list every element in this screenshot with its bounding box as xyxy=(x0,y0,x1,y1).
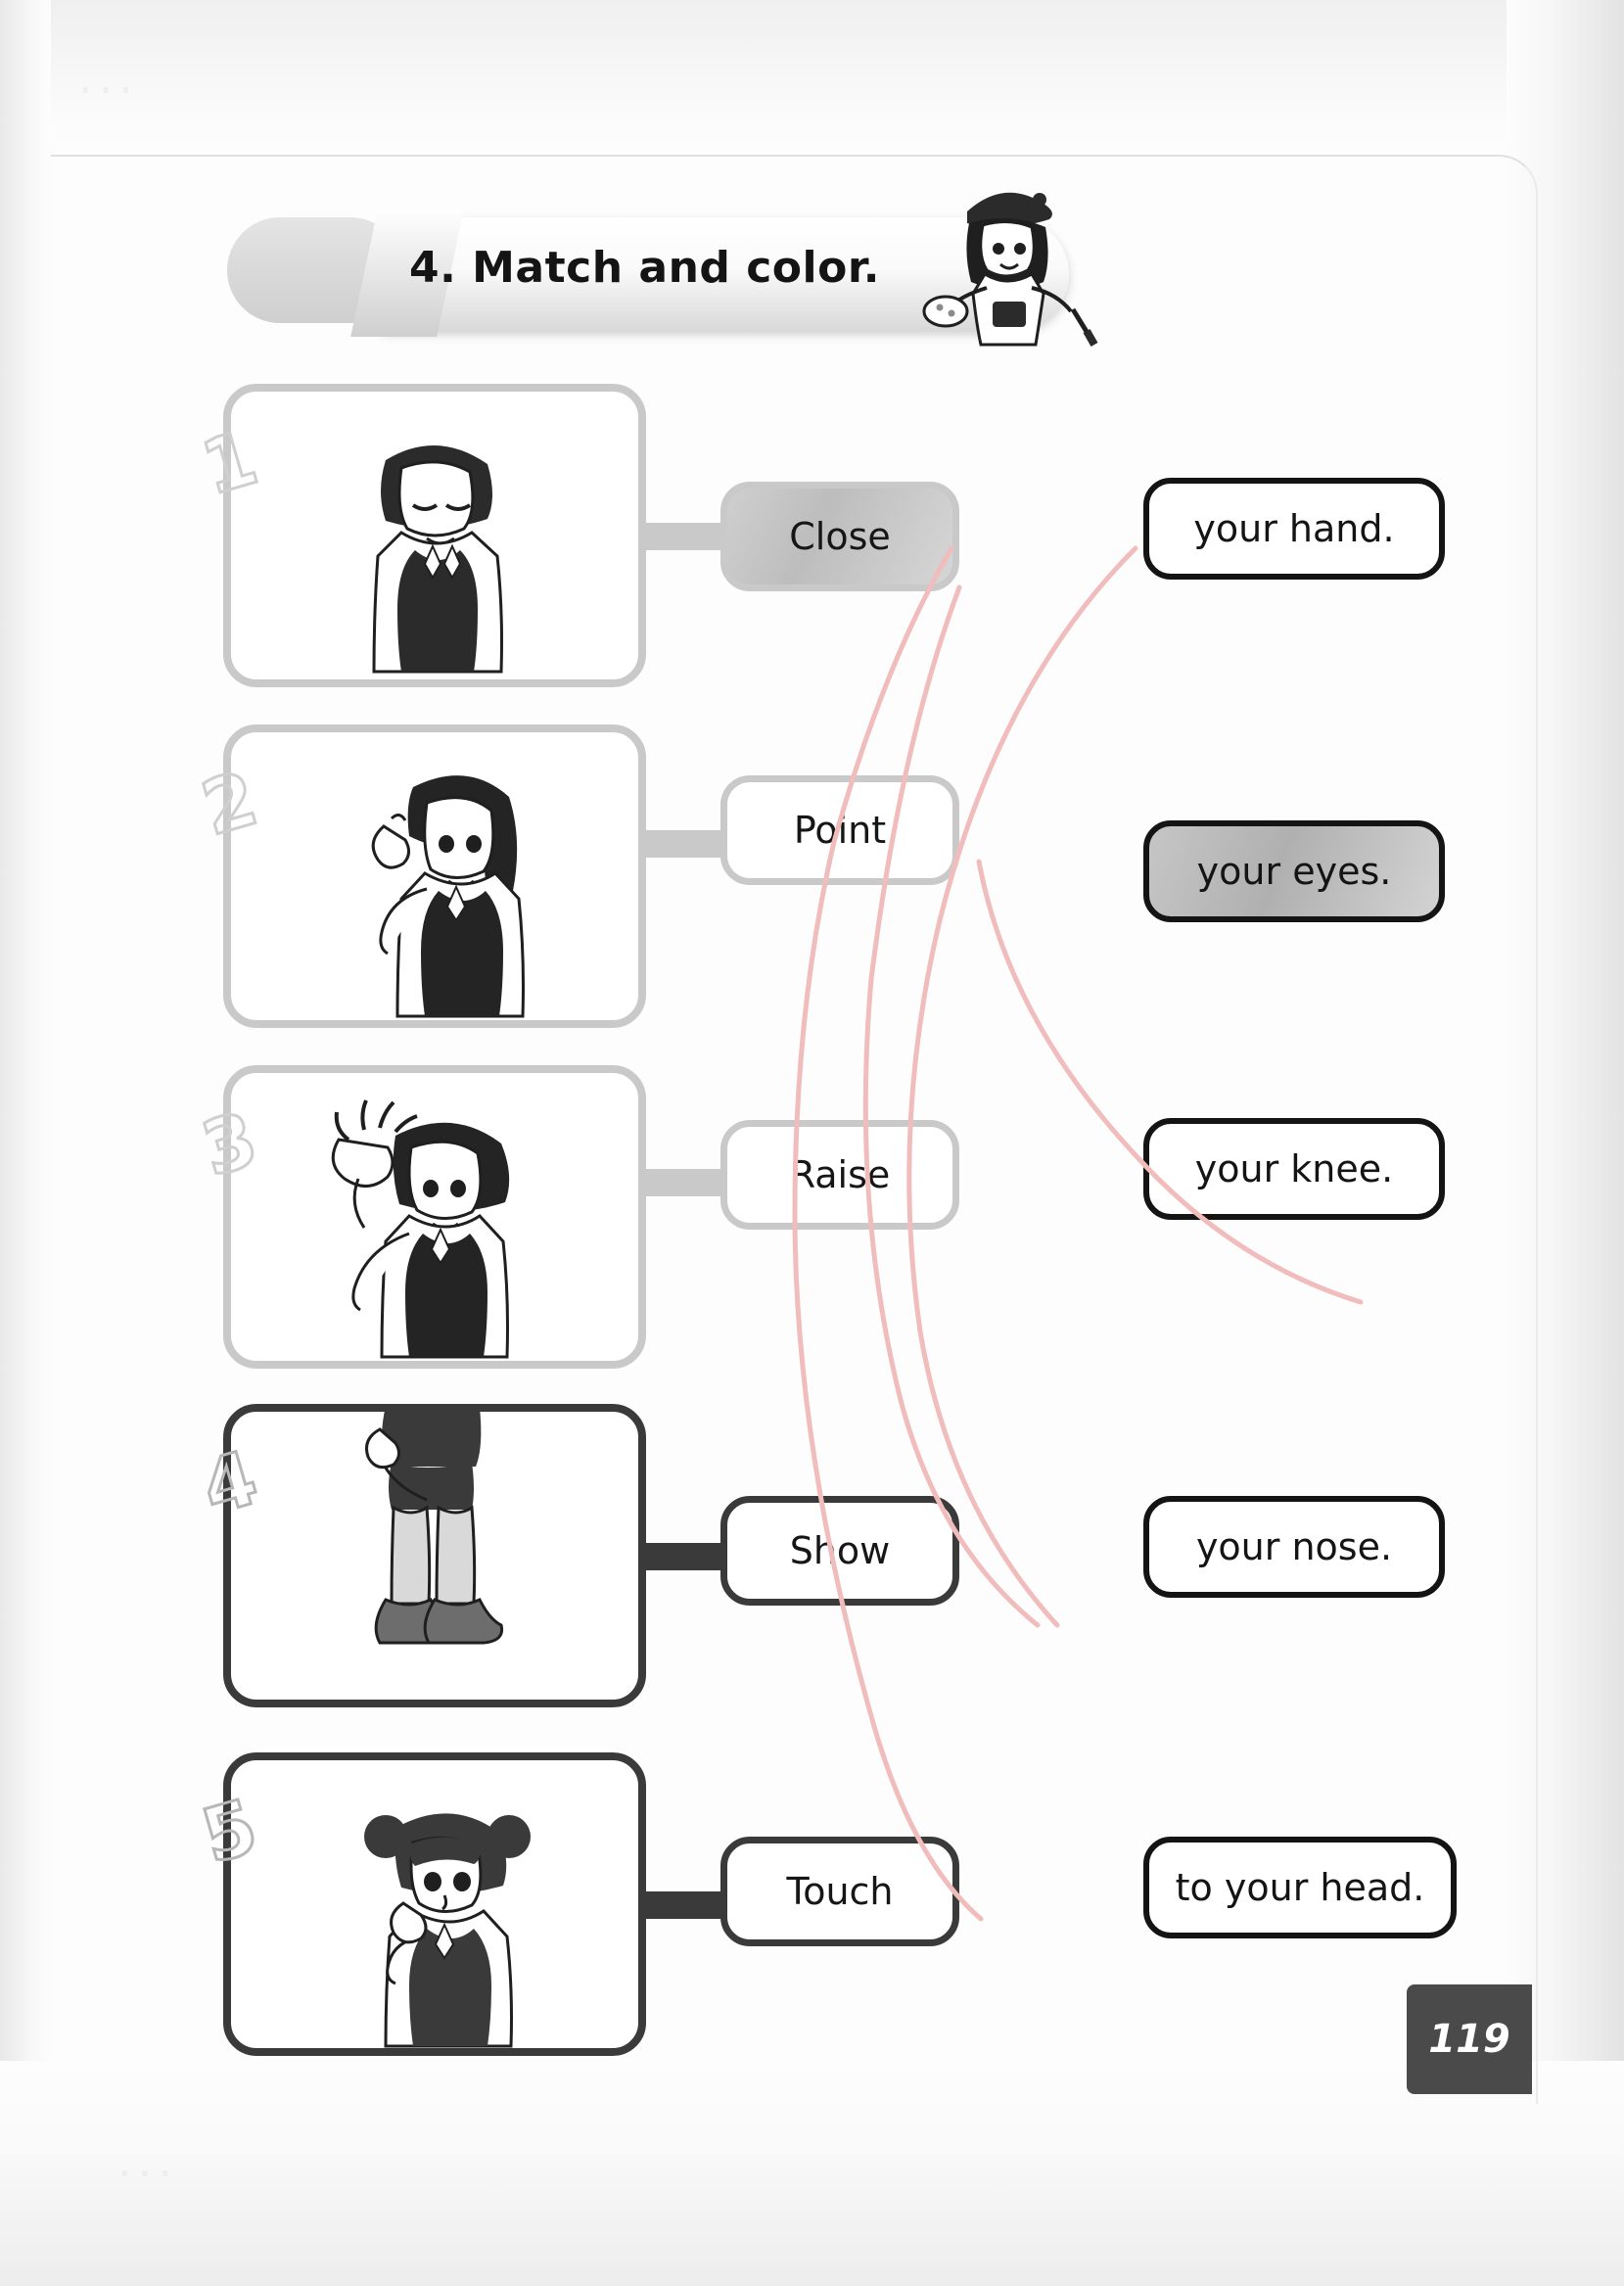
verb-label-3: Raise xyxy=(789,1153,891,1196)
object-pill-2[interactable] xyxy=(1143,820,1445,922)
verb-pill-2[interactable] xyxy=(720,775,959,885)
girl-pointing-to-head xyxy=(290,742,583,1026)
object-pill-5[interactable] xyxy=(1143,1837,1457,1938)
picture-card-1[interactable] xyxy=(192,384,646,687)
verb-pill-3[interactable] xyxy=(720,1120,959,1230)
page-number: 119 xyxy=(1428,2017,1510,2062)
object-label-3: your knee. xyxy=(1194,1147,1394,1190)
verb-pill-4[interactable] xyxy=(720,1496,959,1606)
scan-edge-top xyxy=(0,0,1624,147)
row-number-1: 1 xyxy=(192,413,267,512)
object-pill-3[interactable] xyxy=(1143,1118,1445,1220)
verb-label-2: Point xyxy=(793,809,887,852)
picture-card-4[interactable] xyxy=(192,1404,646,1707)
object-label-1: your hand. xyxy=(1193,507,1395,550)
verb-label-1: Close xyxy=(789,515,891,558)
legs-showing-knee xyxy=(270,1406,593,1700)
picture-card-2[interactable] xyxy=(192,724,646,1028)
verb-label-5: Touch xyxy=(786,1870,894,1913)
row-number-5: 5 xyxy=(192,1782,267,1881)
picture-card-3[interactable] xyxy=(192,1065,646,1369)
ghost-mark-top: ... xyxy=(78,51,139,104)
object-label-4: your nose. xyxy=(1195,1525,1393,1568)
row-number-2: 2 xyxy=(192,754,267,853)
scan-edge-left xyxy=(0,0,51,2286)
girl-touching-nose xyxy=(280,1772,583,2056)
picture-card-5[interactable] xyxy=(192,1752,646,2056)
boy-raising-hand xyxy=(270,1081,583,1367)
row-number-4: 4 xyxy=(192,1433,267,1532)
object-pill-1[interactable] xyxy=(1143,478,1445,580)
boy-with-closed-eyes xyxy=(300,403,574,677)
row-number-3: 3 xyxy=(192,1095,267,1193)
verb-label-4: Show xyxy=(789,1529,891,1572)
object-pill-4[interactable] xyxy=(1143,1496,1445,1598)
ghost-mark-bottom: ... xyxy=(117,2134,178,2187)
page-title: 4. Match and color. xyxy=(409,243,880,293)
verb-pill-1[interactable] xyxy=(720,482,959,591)
object-label-2: your eyes. xyxy=(1196,850,1392,893)
verb-pill-5[interactable] xyxy=(720,1837,959,1946)
girl-with-paintbrush-icon xyxy=(910,164,1106,360)
page-number-tab xyxy=(1407,1984,1532,2094)
object-label-5: to your head. xyxy=(1175,1866,1425,1909)
